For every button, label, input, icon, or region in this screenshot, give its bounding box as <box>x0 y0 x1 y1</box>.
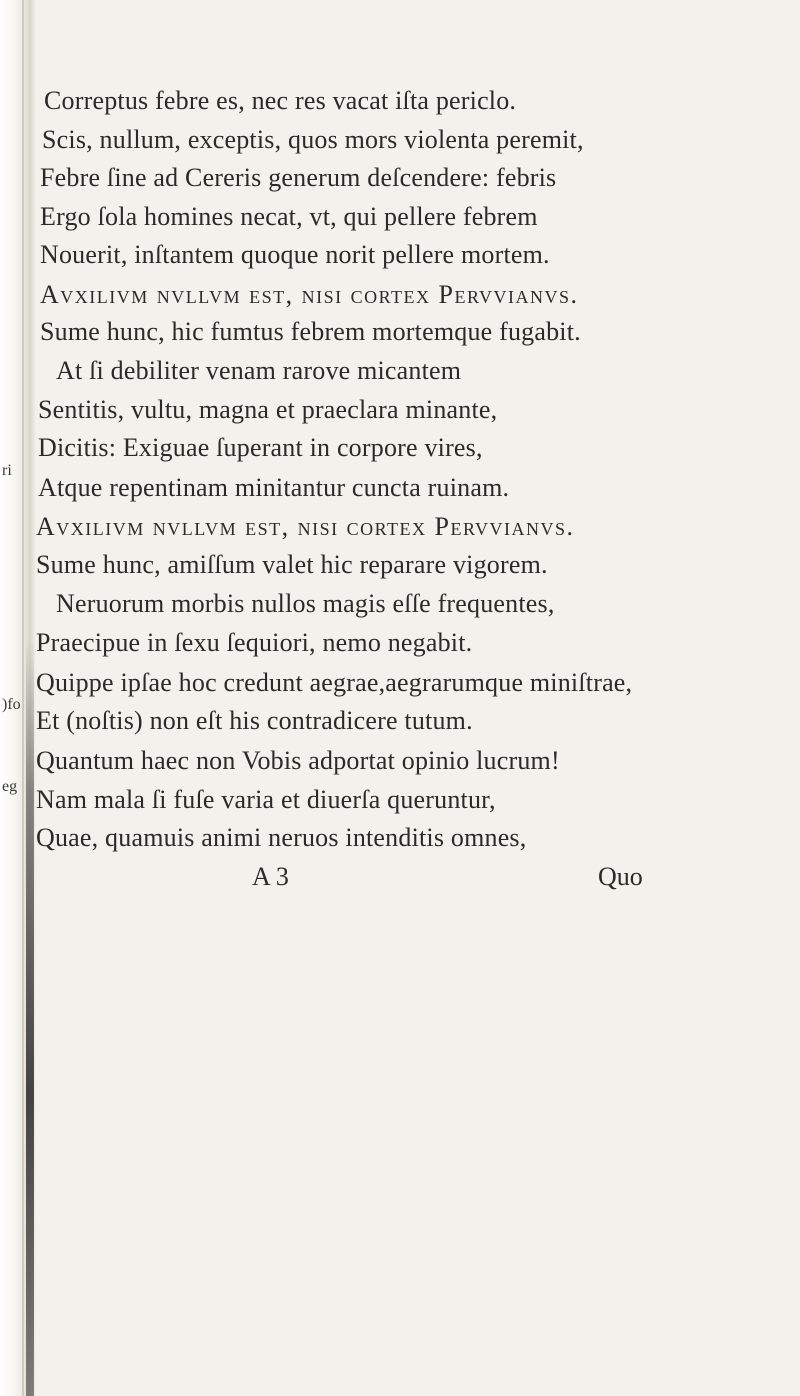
verse-line-19: Nam mala ſi fuſe varia et diuerſa queruntur, <box>36 785 496 814</box>
verse-line-1: Correptus febre es, nec res vacat iſta periclo. <box>44 86 517 115</box>
margin-fragment-3: eg <box>2 778 18 795</box>
signature-mark: A 3 <box>252 862 289 891</box>
verse-line-15: Praecipue in ſexu ſequiori, nemo negabit. <box>36 628 473 657</box>
verse-line-2: Scis, nullum, exceptis, quos mors violenta peremit, <box>42 125 584 154</box>
verse-line-8: At ſi debiliter venam rarove micantem <box>56 356 462 385</box>
refrain-line-1: Avxilivm nvllvm est, nisi cortex Pervvianvs. <box>40 280 579 309</box>
page-edge <box>22 0 24 1396</box>
verse-line-16: Quippe ipſae hoc credunt aegrae,aegrarumque miniſtrae, <box>36 668 633 697</box>
verse-line-9: Sentitis, vultu, magna et praeclara minante, <box>38 395 498 424</box>
verse-line-18: Quantum haec non Vobis adportat opinio lucrum! <box>36 746 560 775</box>
verse-line-4: Ergo ſola homines necat, vt, qui pellere febrem <box>40 202 538 231</box>
refrain-line-2: Avxilivm nvllvm est, nisi cortex Pervvianvs. <box>36 512 575 541</box>
verse-line-5: Nouerit, inſtantem quoque norit pellere mortem. <box>40 240 550 269</box>
margin-fragment-2: )fo <box>2 696 21 713</box>
verse-line-11: Atque repentinam minitantur cuncta ruinam. <box>38 473 510 502</box>
margin-fragment-1: ri <box>2 462 12 479</box>
verse-line-3: Febre ſine ad Cereris generum deſcendere: febris <box>40 163 557 192</box>
verse-line-14: Neruorum morbis nullos magis eſſe frequentes, <box>56 589 555 618</box>
spine-shadow <box>26 640 34 1396</box>
verse-line-10: Dicitis: Exiguae ſuperant in corpore vires, <box>38 433 483 462</box>
verse-line-13: Sume hunc, amiſſum valet hic reparare vigorem. <box>36 550 548 579</box>
verse-line-20: Quae, quamuis animi neruos intenditis omnes, <box>36 823 527 852</box>
catchword: Quo <box>598 862 643 891</box>
verse-line-7: Sume hunc, hic fumtus febrem mortemque fugabit. <box>40 317 581 346</box>
verse-line-17: Et (noſtis) non eſt his contradicere tutum. <box>36 706 473 735</box>
